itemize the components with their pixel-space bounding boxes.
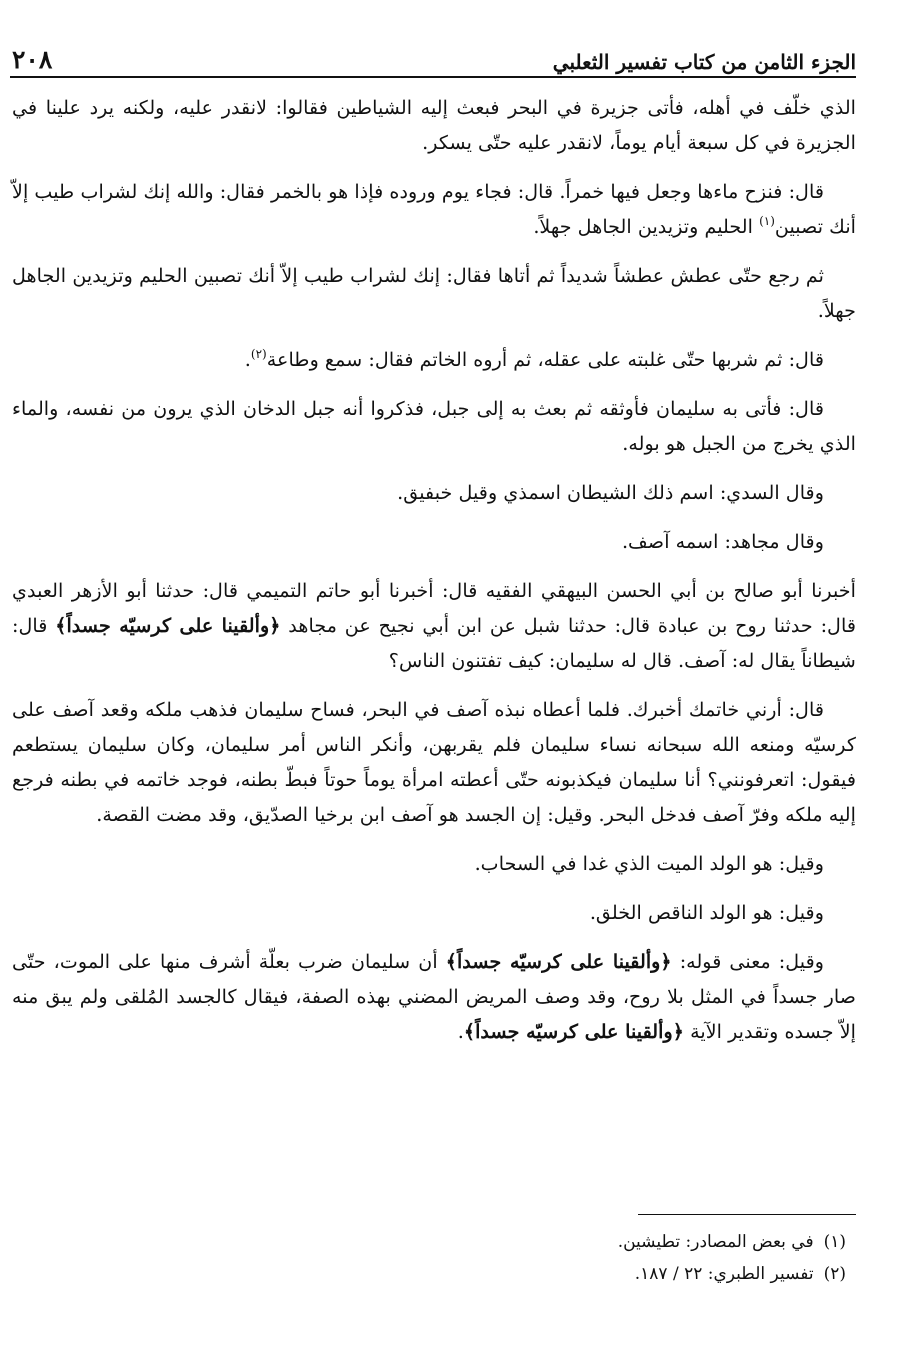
paragraph-text: قال: فنزح ماءها وجعل فيها خمراً. قال: فجاء يوم وروده فإذا هو بالخمر فقال: والله إنك لشراب طيب إلاّ أنك تصبين bbox=[12, 180, 856, 238]
paragraph bbox=[12, 524, 856, 559]
paragraph bbox=[12, 692, 856, 832]
paragraph-text: . bbox=[457, 1020, 464, 1043]
quran-quote: ﴿وألقينا على كرسيّه جسداً﴾ bbox=[55, 614, 281, 637]
paragraph-text: قال: أرني خاتمك أخبرك. فلما أعطاه نبذه آصف في البحر، فساح سليمان فذهب ملكه وقعد آصف على كرسيّه ومنعه الله سبحانه نساء سليمان فلم يقربهن، وأنكر الناس أمر سليمان، وكان سليمان يستطعم فيقول: اتعرفونني؟ أنا سليمان فيكذبونه حتّى أعطته امرأة يوماً حوتاً فبطّ بطنه، فوجد خاتمه في بطنه فرجع إليه ملكه وفرّ آصف فدخل البحر. وقيل: إن الجسد هو آصف ابن برخيا الصدّيق، وقد مضت القصة. bbox=[12, 698, 856, 826]
paragraph bbox=[12, 846, 856, 881]
paragraph bbox=[12, 342, 856, 377]
paragraph-text: . bbox=[244, 348, 251, 371]
header-divider bbox=[10, 76, 856, 78]
paragraph-text: وقال السدي: اسم ذلك الشيطان اسمذي وقيل خبفيق. bbox=[397, 481, 824, 504]
footnote bbox=[12, 1258, 846, 1290]
paragraph bbox=[12, 895, 856, 930]
paragraph-text: وقيل: معنى قوله: bbox=[671, 950, 825, 973]
footnote-text: تفسير الطبري: ٢٢ / ١٨٧. bbox=[634, 1264, 814, 1284]
paragraph-text: الذي خلّف في أهله، فأتى جزيرة في البحر فبعث إليه الشياطين فقالوا: لانقدر عليه، ولكنه يرد علينا في الجزيرة في كل سبعة أيام يوماً، لانقدر عليه حتّى يسكر. bbox=[12, 96, 856, 154]
paragraph bbox=[12, 174, 856, 244]
paragraph-text: وقال مجاهد: اسمه آصف. bbox=[621, 530, 824, 553]
paragraph-text: ثم رجع حتّى عطش عطشاً شديداً ثم أتاها فقال: إنك لشراب طيب إلاّ أنك تصبين الحليم وتزيدين الجاهل جهلاً. bbox=[12, 264, 856, 322]
paragraph-text: الحليم وتزيدين الجاهل جهلاً. bbox=[533, 215, 760, 238]
footnote-mark: (٢) bbox=[823, 1264, 846, 1284]
footnote bbox=[12, 1226, 846, 1258]
footnote-ref: (١) bbox=[759, 214, 775, 228]
body-text bbox=[12, 90, 856, 1063]
paragraph-text: قال: ثم شربها حتّى غلبته على عقله، ثم أروه الخاتم فقال: سمع وطاعة bbox=[266, 348, 824, 371]
paragraph bbox=[12, 944, 856, 1049]
paragraph-text: وقيل: هو الولد الميت الذي غدا في السحاب. bbox=[474, 852, 824, 875]
paragraph bbox=[12, 391, 856, 461]
paragraph-text: أخبرنا أبو صالح بن أبي الحسن البيهقي الفقيه قال: أخبرنا أبو حاتم التميمي قال: حدثنا أبو الأزهر العبدي قال: حدثنا روح بن عبادة قال: حدثنا شبل عن ابن أبي نجيح عن مجاهد bbox=[12, 579, 856, 637]
footnote-text: في بعض المصادر: تطيشين. bbox=[617, 1232, 814, 1252]
paragraph bbox=[12, 573, 856, 678]
page-number: ٢٠٨ bbox=[12, 45, 53, 74]
paragraph-text: قال: فأتى به سليمان فأوثقه ثم بعث به إلى جبل، فذكروا أنه جبل الدخان الذي يرون من نفسه، والماء الذي يخرج من الجبل هو بوله. bbox=[12, 397, 856, 455]
paragraph-text: أن سليمان ضرب بعلّة أشرف منها على الموت، حتّى صار جسداً في المثل بلا روح، وقد وصف المريض المضني بهذه الصفة، فيقال كالجسد المُلقى ولم يبق منه إلاّ جسده وتقدير الآية bbox=[12, 950, 856, 1043]
footnote-ref: (٢) bbox=[250, 347, 267, 361]
footnote-divider bbox=[638, 1214, 856, 1215]
paragraph-text: قال: شيطاناً يقال له: آصف. قال له سليمان: كيف تفتنون الناس؟ bbox=[12, 614, 856, 672]
footnotes bbox=[12, 1226, 846, 1290]
paragraph-text: وقيل: هو الولد الناقص الخلق. bbox=[589, 901, 824, 924]
quran-quote: ﴿وألقينا على كرسيّه جسداً﴾ bbox=[463, 1020, 684, 1043]
paragraph bbox=[12, 258, 856, 328]
quran-quote: ﴿وألقينا على كرسيّه جسداً﴾ bbox=[445, 950, 672, 973]
running-title: الجزء الثامن من كتاب تفسير الثعلبي bbox=[552, 50, 856, 74]
paragraph bbox=[12, 475, 856, 510]
footnote-mark: (١) bbox=[823, 1232, 846, 1252]
page-header bbox=[12, 34, 856, 74]
paragraph bbox=[12, 90, 856, 160]
